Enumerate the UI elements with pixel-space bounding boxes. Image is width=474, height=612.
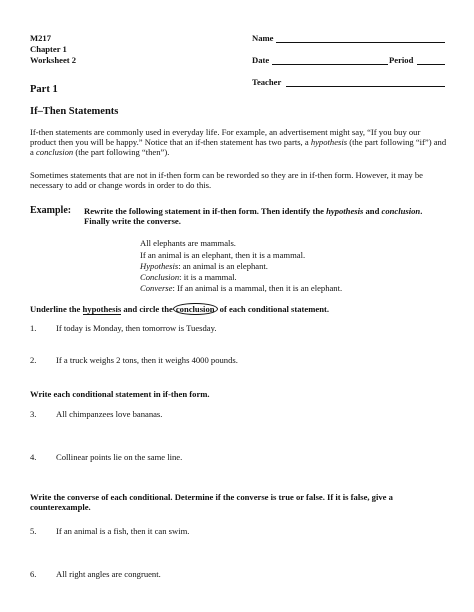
example-line-1: All elephants are mammals.	[140, 238, 236, 248]
section-title: If–Then Statements	[30, 106, 119, 117]
hypothesis-underlined: hypothesis	[82, 304, 122, 314]
question-3: All chimpanzees love bananas.	[56, 409, 163, 419]
intro-paragraph-2: Sometimes statements that are not in if-then form can be reworded so they are in if-then form. However, it may be necessary to add or change words in order to do this.	[30, 170, 423, 191]
example-line-2: If an animal is an elephant, then it is a mammal.	[140, 250, 306, 260]
date-field[interactable]	[272, 64, 388, 65]
question-1: If today is Monday, then tomorrow is Tuesday.	[56, 323, 217, 333]
question-2: If a truck weighs 2 tons, then it weighs 4000 pounds.	[56, 355, 238, 365]
name-field[interactable]	[276, 42, 445, 43]
section2-instructions: Write each conditional statement in if-then form.	[30, 389, 210, 399]
course-code: M217	[30, 33, 52, 43]
question-6: All right angles are congruent.	[56, 569, 161, 579]
question-number: 4.	[30, 452, 37, 462]
teacher-label: Teacher	[252, 77, 282, 87]
section3-instructions: Write the converse of each conditional. Determine if the converse is true or false. If it is false, give a counterexample.	[30, 492, 393, 513]
question-number: 6.	[30, 569, 37, 579]
chapter-label: Chapter 1	[30, 44, 67, 54]
example-hypothesis: Hypothesis: an animal is an elephant.	[140, 261, 268, 271]
name-label: Name	[252, 33, 274, 43]
question-number: 3.	[30, 409, 37, 419]
intro-paragraph-1: If-then statements are commonly used in everyday life. For example, an advertisement might say, “If you buy our product then you will be happy.” Notice that an if-then statement has two parts, a hypothesis (the part following “if”) and a conclusion (the part following “then”).	[30, 127, 447, 158]
example-label: Example:	[30, 205, 72, 216]
period-label: Period	[389, 55, 414, 65]
conclusion-circled: conclusion	[173, 303, 218, 315]
section1-instructions: Underline the hypothesis and circle the conclusion of each conditional statement.	[30, 304, 329, 314]
worksheet-label: Worksheet 2	[30, 55, 77, 65]
question-number: 5.	[30, 526, 37, 536]
question-4: Collinear points lie on the same line.	[56, 452, 183, 462]
teacher-field[interactable]	[286, 86, 445, 87]
example-converse: Converse: If an animal is a mammal, then it is an elephant.	[140, 283, 343, 293]
question-5: If an animal is a fish, then it can swim.	[56, 526, 190, 536]
part-title: Part 1	[30, 84, 58, 95]
period-field[interactable]	[417, 64, 445, 65]
date-label: Date	[252, 55, 270, 65]
example-conclusion: Conclusion: it is a mammal.	[140, 272, 237, 282]
question-number: 1.	[30, 323, 37, 333]
question-number: 2.	[30, 355, 37, 365]
example-instructions: Rewrite the following statement in if-then form. Then identify the hypothesis and conclusion. Finally write the converse.	[84, 206, 423, 227]
